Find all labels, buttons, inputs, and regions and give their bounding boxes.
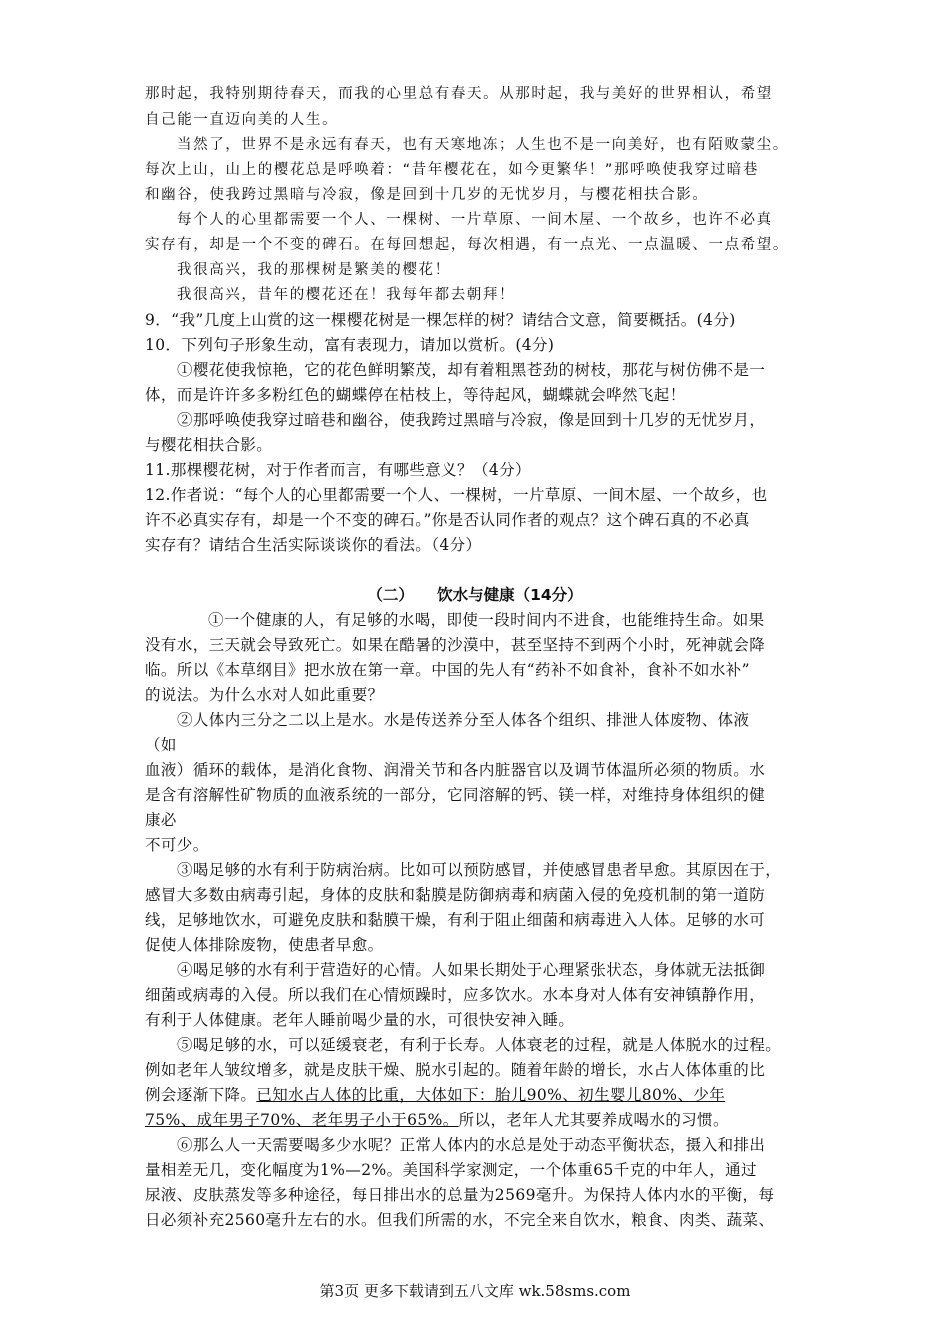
paragraph-line: 临。所以《本草纲目》把水放在第一章。中国的先人有“药补不如食补，食补不如水补” (145, 661, 750, 679)
paragraph-text: 所以，老年人尤其要养成喝水的习惯。 (458, 1111, 729, 1129)
story-line: 我很高兴，我的那棵树是繁美的樱花！ (177, 262, 451, 278)
story-line: 每次上山，山上的樱花总是呼唤着：“昔年樱花在，如今更繁华！”那呼唤使我穿过暗巷 (145, 162, 759, 178)
question-11: 11.那棵樱花树，对于作者而言，有哪些意义？（4分） (145, 461, 531, 479)
underlined-data-text: 75%、成年男子70%、老年男子小于65%。 (145, 1111, 459, 1129)
question-10-sentence-2: ②那呼唤使我穿过暗巷和幽谷，使我跨过黑暗与冷寂，像是回到十几岁的无忧岁月， (177, 411, 766, 429)
story-line: 自己能一直迈向美的人生。 (145, 112, 339, 128)
story-line: 和幽谷，使我跨过黑暗与冷寂，像是回到十几岁的无忧岁月，与樱花相扶合影。 (145, 187, 709, 203)
paragraph-line: 有利于人体健康。老年人睡前喝少量的水，可很快安神入睡。 (145, 1011, 575, 1029)
question-10-sentence-1: ①樱花使我惊艳，它的花色鲜明繁茂，却有着粗黑苍劲的树枝，那花与树仿佛不是一 (177, 361, 766, 379)
question-12: 12.作者说：“每个人的心里都需要一个人、一棵树，一片草原、一间木屋、一个故乡，也 (145, 486, 768, 504)
paragraph-line: 的说法。为什么水对人如此重要？ (145, 686, 384, 704)
paragraph-line: 细菌或病毒的入侵。所以我们在心情烦躁时，应多饮水。水本身对人体有安神镇静作用， (145, 986, 766, 1004)
paragraph-line: 没有水，三天就会导致死亡。如果在酷暑的沙漠中，甚至坚持不到两个小时，死神就会降 (145, 636, 766, 654)
paragraph-line: ④喝足够的水有利于营造好的心情。人如果长期处于心理紧张状态，身体就无法抵御 (177, 961, 766, 979)
paragraph-line: （如 (145, 736, 177, 754)
section-title: （二） 饮水与健康（14分） (367, 586, 583, 604)
paragraph-line: 是含有溶解性矿物质的血液系统的一部分，它同溶解的钙、镁一样，对维持身体组织的健 (145, 786, 766, 804)
paragraph-line: ⑤喝足够的水，可以延缓衰老，有利于长寿。人体衰老的过程，就是人体脱水的过程。 (177, 1036, 782, 1054)
paragraph-text: 例会逐渐下降。 (145, 1086, 257, 1104)
paragraph-line: 血液）循环的载体，是消化食物、润滑关节和各内脏器官以及调节体温所必须的物质。水 (145, 761, 766, 779)
paragraph-line: 康必 (145, 811, 177, 829)
page-footer: 第3页 更多下载请到五八文库 wk.58sms.com (319, 1282, 631, 1300)
paragraph-line: 不可少。 (145, 836, 209, 854)
question-12-cont: 实存有？请结合生活实际谈谈你的看法。（4分） (145, 536, 482, 554)
paragraph-line: 日必须补充2560毫升左右的水。但我们所需的水，不完全来自饮水，粮食、肉类、蔬菜、 (145, 1211, 775, 1229)
paragraph-line: ①一个健康的人，有足够的水喝，即使一段时间内不进食，也能维持生命。如果 (208, 611, 765, 629)
paragraph-line: 例如老年人皱纹增多，就是皮肤干燥、脱水引起的。随着年龄的增长，水占人体体重的比 (145, 1061, 766, 1079)
story-line: 每个人的心里都需要一个人、一棵树、一片草原、一间木屋、一个故乡，也许不必真 (177, 212, 773, 228)
paragraph-line: ②人体内三分之二以上是水。水是传送养分至人体各个组织、排泄人体废物、体液 (177, 711, 750, 729)
question-12-cont: 许不必真实存有，却是一个不变的碑石。”你是否认同作者的观点？这个碑石真的不必真 (145, 511, 750, 529)
paragraph-line: ⑥那么人一天需要喝多少水呢？正常人体内的水总是处于动态平衡状态，摄入和排出 (177, 1136, 766, 1154)
story-line: 当然了，世界不是永远有春天，也有天寒地冻；人生也不是一向美好，也有陌败蒙尘。 (177, 137, 789, 153)
paragraph-line (145, 1108, 729, 1132)
question-10-sentence-1-cont: 体，而是许许多多粉红色的蝴蝶停在枯枝上，等待起风，蝴蝶就会哗然飞起！ (145, 386, 686, 404)
story-line: 我很高兴，昔年的樱花还在！我每年都去朝拜！ (177, 287, 516, 303)
underlined-data-text: 已知水占人体的比重，大体如下：胎儿90%、初生婴儿80%、少年 (256, 1086, 726, 1104)
paragraph-line: ③喝足够的水有利于防病治病。比如可以预防感冒，并使感冒患者早愈。其原因在于， (177, 861, 782, 879)
paragraph-line (145, 1083, 725, 1107)
story-line: 实存有，却是一个不变的碑石。在每回想起，每次相遇，有一点光、一点温暖、一点希望。 (145, 237, 789, 253)
paragraph-line: 促使人体排除废物，使患者早愈。 (145, 936, 384, 954)
paragraph-line: 线，足够地饮水，可避免皮肤和黏膜干燥，有利于阻止细菌和病毒进入人体。足够的水可 (145, 911, 766, 929)
story-line: 那时起，我特别期待春天，而我的心里总有春天。从那时起，我与美好的世界相认，希望 (145, 86, 773, 102)
question-10: 10．下列句子形象生动，富有表现力，请加以赏析。(4分) (145, 336, 555, 354)
question-10-sentence-2-cont: 与樱花相扶合影。 (145, 436, 273, 454)
paragraph-line: 尿液、皮肤蒸发等多种途径，每日排出水的总量为2569毫升。为保持人体内水的平衡，每 (145, 1186, 775, 1204)
paragraph-line: 量相差无几，变化幅度为1%—2%。美国科学家测定，一个体重65千克的中年人，通过 (145, 1161, 757, 1179)
question-9: 9．“我”几度上山赏的这一棵樱花树是一棵怎样的树？请结合文意，简要概括。(4分) (145, 311, 736, 329)
paragraph-line: 感冒大多数由病毒引起，身体的皮肤和黏膜是防御病毒和病菌入侵的免疫机制的第一道防 (145, 886, 766, 904)
